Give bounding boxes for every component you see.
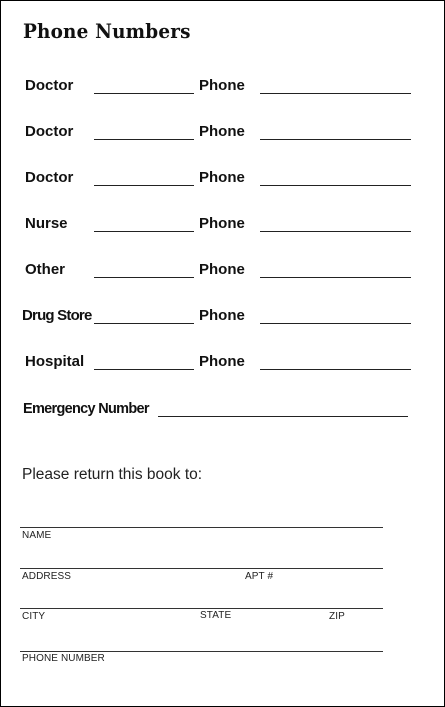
address-line[interactable]: [20, 568, 383, 569]
row-label: Drug Store: [22, 307, 92, 324]
phone-label: Phone: [199, 307, 245, 324]
row-label: Doctor: [25, 169, 74, 186]
contact-row-nurse: [1, 215, 445, 235]
phone-number-line[interactable]: [20, 651, 383, 652]
contact-row-doctor-3: [1, 169, 445, 189]
row-label: Nurse: [25, 215, 68, 232]
state-caption: STATE: [200, 610, 232, 621]
name-blank-field[interactable]: [94, 277, 194, 278]
phone-blank-field[interactable]: [260, 231, 411, 232]
phone-label: Phone: [199, 215, 245, 232]
phone-label: Phone: [199, 169, 245, 186]
city-caption: CITY: [22, 611, 46, 622]
phone-number-caption: PHONE NUMBER: [22, 653, 105, 664]
name-caption: NAME: [22, 530, 52, 541]
contact-row-hospital: [1, 353, 445, 373]
row-label: Doctor: [25, 123, 74, 140]
emergency-number-label: Emergency Number: [23, 401, 149, 417]
name-blank-field[interactable]: [94, 231, 194, 232]
row-label: Hospital: [25, 353, 85, 370]
phone-blank-field[interactable]: [260, 277, 411, 278]
contact-row-drug-store: [1, 307, 445, 327]
address-caption: ADDRESS: [22, 571, 72, 582]
name-blank-field[interactable]: [94, 323, 194, 324]
row-label: Doctor: [25, 77, 74, 94]
page-title: Phone Numbers: [23, 19, 191, 43]
name-blank-field[interactable]: [94, 93, 194, 94]
zip-caption: ZIP: [329, 611, 345, 622]
name-line[interactable]: [20, 527, 383, 528]
apt-caption: APT #: [245, 571, 274, 582]
row-label: Other: [25, 261, 66, 278]
contact-row-doctor-2: [1, 123, 445, 143]
name-blank-field[interactable]: [94, 369, 194, 370]
city-state-zip-line[interactable]: [20, 608, 383, 609]
contact-row-doctor-1: [1, 77, 445, 97]
phone-label: Phone: [199, 77, 245, 94]
phone-blank-field[interactable]: [260, 93, 411, 94]
return-instructions: Please return this book to:: [22, 466, 203, 483]
phone-label: Phone: [199, 261, 245, 278]
phone-label: Phone: [199, 353, 245, 370]
phone-blank-field[interactable]: [260, 185, 411, 186]
emergency-number-row: [23, 401, 423, 421]
emergency-number-blank-field[interactable]: [158, 416, 408, 417]
phone-blank-field[interactable]: [260, 369, 411, 370]
name-blank-field[interactable]: [94, 185, 194, 186]
name-blank-field[interactable]: [94, 139, 194, 140]
phone-blank-field[interactable]: [260, 139, 411, 140]
phone-label: Phone: [199, 123, 245, 140]
phone-blank-field[interactable]: [260, 323, 411, 324]
contact-row-other: [1, 261, 445, 281]
